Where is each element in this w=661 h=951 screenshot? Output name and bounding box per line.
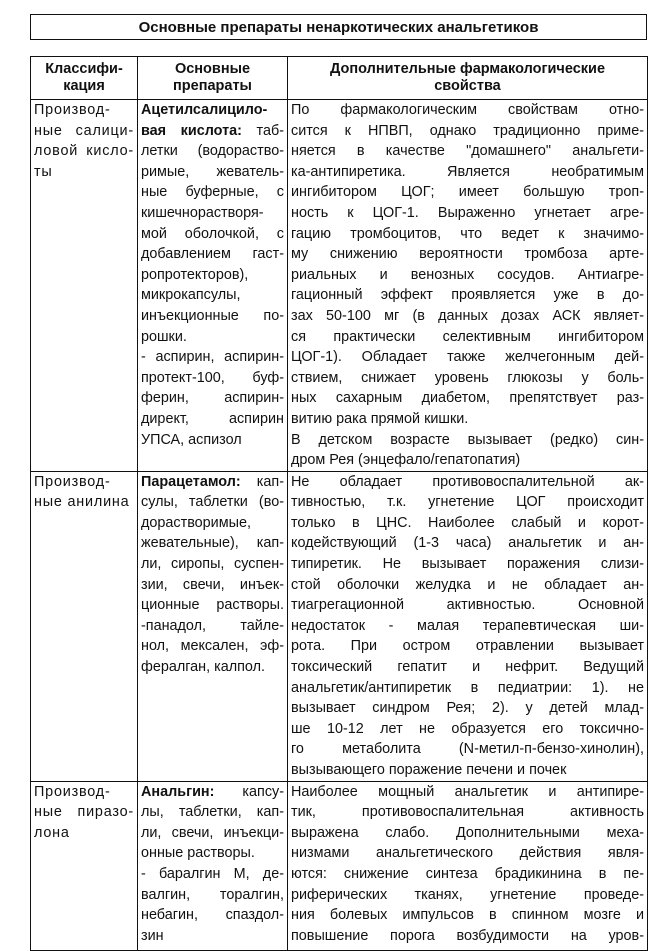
property-line: тиагрегационной активностью. Основной (291, 597, 644, 614)
properties-cell (288, 781, 648, 950)
property-line: ше 10-12 лет не образуется его токсично- (291, 720, 644, 737)
drug-line: лы, таблетки, кап- (141, 804, 284, 821)
drug-line: мой оболочкой, с (141, 225, 284, 242)
header-text: свойства (434, 78, 501, 94)
drug-line: жевательные), кап- (141, 535, 284, 552)
header-text: Дополнительные фармакологические (329, 61, 606, 77)
properties-cell (288, 100, 648, 472)
drug-line: валгин, торалгин, (141, 886, 284, 903)
drug-line: микрокапсулы, (141, 287, 241, 304)
property-line: кодействующий (1-3 часа) анальгетик и ан- (291, 535, 644, 552)
table-row (31, 781, 648, 950)
table-title: Основные препараты ненаркотических анальгетиков (138, 18, 539, 36)
property-line: выражена слабо. Дополнительными меха- (291, 824, 644, 841)
property-line: го метаболита (N-метил-п-бензо-хинолин), (291, 741, 644, 758)
property-line: няется в качестве "домашнего" анальгети- (291, 143, 644, 160)
classification-line: ные салици- (34, 122, 134, 139)
property-line: токсический гепатит и нефрит. Ведущий (291, 659, 644, 676)
drug-line: сулы, таблетки (во- (141, 494, 284, 511)
property-line: рота. При остром отравлении вызывает (291, 638, 644, 655)
property-line: стой оболочки желудка и не обладает ан- (291, 576, 644, 593)
property-line: ных сахарным диабетом, препятствует раз- (291, 390, 644, 407)
property-line: недостаток - малая терапевтическая ши- (291, 617, 644, 634)
drug-line: добавлением гаст- (141, 246, 284, 263)
header-text: препараты (173, 78, 252, 94)
drugs-cell (138, 100, 288, 472)
drug-line: летки (водораство- (141, 143, 284, 160)
classification-line: Производ- (34, 783, 111, 800)
property-line: гационный эффект проявляется уже в до- (291, 287, 644, 304)
property-line: ния болевых импульсов в спинном мозге и (291, 907, 644, 924)
header-main-drugs (138, 57, 288, 100)
property-line: дром Рея (энцефало/гепатопатия) (291, 452, 521, 469)
drug-line: кишечнорастворя- (141, 204, 264, 221)
header-row (31, 57, 648, 100)
drug-name: Ацетилсалицило- (141, 102, 268, 118)
property-line: низмами анальгетического действия явля- (291, 845, 644, 862)
drug-line: УПСА, аспизол (141, 431, 242, 448)
property-line: му снижению вероятности тромбоза арте- (291, 246, 644, 263)
header-classification (31, 57, 138, 100)
drug-name: Парацетамол: (141, 473, 241, 490)
classification-line: Производ- (34, 473, 111, 490)
property-line: повышение порога возбудимости на уров- (291, 927, 644, 944)
property-line: Наиболее мощный анальгетик и антипире- (291, 783, 644, 800)
property-line: только в ЦНС. Наиболее слабый и корот- (291, 514, 644, 531)
drug-line: зии, свечи, инъек- (141, 576, 284, 593)
classification-cell (31, 100, 138, 472)
drug-line: ропротекторов), (141, 266, 249, 283)
drug-line: римые, жеватель- (141, 163, 284, 180)
analgesics-table (30, 56, 648, 951)
property-line: В детском возрасте вызывает (редко) син- (291, 431, 644, 448)
drug-line: рошки. (141, 328, 187, 345)
property-line: вызывает синдром Рея; 2). у детей млад- (291, 700, 644, 717)
header-properties (288, 57, 648, 100)
property-line: ка-антипиретика. Является необратимым (291, 163, 644, 180)
drug-line: зин (141, 927, 164, 944)
property-line: анальгетик/антипиретик в педиатрии: 1). не (291, 679, 644, 696)
drug-line: директ, аспирин (141, 410, 284, 427)
drug-line: дорастворимые, (141, 514, 251, 531)
drugs-cell (138, 781, 288, 950)
classification-line: ты (34, 163, 53, 180)
property-line: сится к НПВП, однако традиционно приме- (291, 122, 644, 139)
header-text: кация (63, 78, 105, 94)
property-line: риальных и венозных сосудов. Антиагре- (291, 266, 644, 283)
drug-line: ли, сиропы, суспен- (141, 556, 284, 573)
drug-line: нол, мексален, эф- (141, 638, 284, 655)
property-line: ность к ЦОГ-1. Выраженно угнетает агре- (291, 204, 644, 221)
property-line: ствием, снижает уровень глюкозы у боль- (291, 369, 644, 386)
property-line: витию рака прямой кишки. (291, 410, 469, 427)
drug-line: - аспирин, аспирин- (141, 349, 284, 366)
drug-line: таб- (241, 122, 284, 139)
property-line: ЦОГ-1). Обладает также желчегонным дей- (291, 349, 644, 366)
classification-line: ные анилина (34, 494, 130, 511)
classification-line: лона (34, 824, 70, 841)
drug-line: ционные растворы. (141, 597, 284, 614)
drug-line: -панадол, тайле- (141, 617, 284, 634)
drug-line: капсу- (214, 783, 284, 800)
table-row (31, 100, 648, 472)
drug-line: инъекционные по- (141, 307, 284, 324)
header-text: Основные (174, 61, 251, 77)
classification-line: ные пиразо- (34, 804, 134, 821)
property-line: гацию тромбоцитов, что ведет к значимо- (291, 225, 644, 242)
drug-line: онные растворы. (141, 845, 255, 862)
property-line: тивностью, т.к. угнетение ЦОГ происходит (291, 494, 644, 511)
drug-name: Анальгин: (141, 783, 215, 800)
property-line: вызывающего поражение печени и почек (291, 762, 567, 778)
classification-cell (31, 781, 138, 950)
drug-line: ли, свечи, инъекци- (141, 824, 284, 841)
property-line: По фармакологическим свойствам отно- (291, 102, 644, 118)
property-line: типиретик. Не вызывает поражения слизи- (291, 556, 644, 573)
property-line: тик, противовоспалительная активность (291, 804, 644, 821)
drugs-cell (138, 471, 288, 781)
drug-line: небагин, спаздол- (141, 907, 284, 924)
classification-cell (31, 471, 138, 781)
property-line: ся практически селективным ингибитором (291, 328, 644, 345)
drug-line: ные буферные, с (141, 184, 284, 201)
classification-line: Производ- (34, 102, 111, 118)
properties-cell (288, 471, 648, 781)
property-line: ингибитором ЦОГ; имеет большую троп- (291, 184, 644, 201)
property-line: Не обладает противовоспалительной ак- (291, 473, 644, 490)
property-line: ются: снижение синтеза брадикинина в пе- (291, 865, 644, 882)
drug-name: вая кислота: (141, 122, 242, 139)
property-line: риферических тканях, угнетение проведе- (291, 886, 644, 903)
table-title-box (30, 14, 647, 40)
property-line: зах 50-100 мг (в данных дозах АСК являет- (291, 307, 644, 324)
table-row (31, 471, 648, 781)
drug-line: - баралгин М, де- (141, 865, 284, 882)
drug-line: протект-100, буф- (141, 369, 284, 386)
classification-line: ловой кисло- (34, 143, 134, 160)
header-text: Классифи- (45, 61, 123, 77)
drug-line: фералган, калпол. (141, 659, 266, 676)
drug-line: ферин, аспирин- (141, 390, 284, 407)
drug-line: кап- (240, 473, 284, 490)
